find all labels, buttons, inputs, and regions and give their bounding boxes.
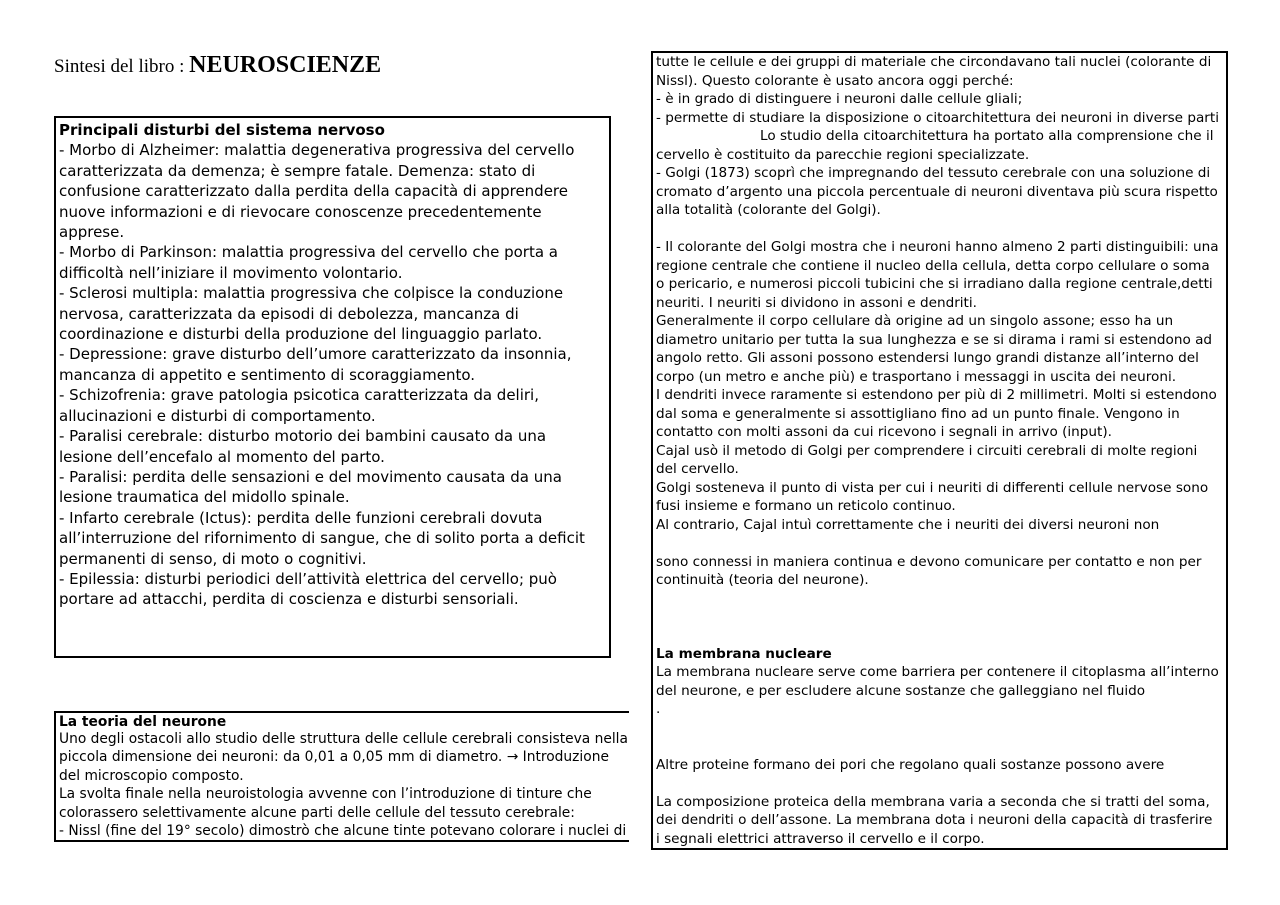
text-line: del cervello. [656, 461, 739, 477]
membrana-heading: La membrana nucleare [656, 645, 832, 662]
text-line: La svolta finale nella neuroistologia avvenne con l’introduzione di tinture che [59, 786, 592, 803]
golgi-text [656, 146, 1223, 220]
text-line: I dendriti invece raramente si estendono per più di 2 millimetri. Molti si estendono [656, 387, 1217, 403]
text-line: - Depressione: grave disturbo dell’umore caratterizzato da insonnia, [59, 345, 572, 364]
text-line: cervello è costituito da parecchie regioni specializzate. [656, 146, 1030, 163]
text-line: La membrana nucleare serve come barriera per contenere il citoplasma all’interno [656, 664, 1219, 680]
disturbi-section [54, 116, 611, 658]
text-line: - Epilessia: disturbi periodici dell’attività elettrica del cervello; può [59, 569, 557, 588]
text-line: del microscopio composto. [59, 767, 244, 784]
text-line: lesione dell’encefalo al momento del parto. [59, 447, 385, 466]
right-column-section [651, 51, 1228, 850]
text-line: Generalmente il corpo cellulare dà origine ad un singolo assone; esso ha un [656, 313, 1174, 329]
text-line: mancanza di appetito e sentimento di scoraggiamento. [59, 365, 476, 384]
text-line: neuriti. I neuriti si dividono in assoni e dendriti. [656, 294, 977, 311]
text-line: - Paralisi cerebrale: disturbo motorio dei bambini causato da una [59, 427, 547, 446]
text-line: - Infarto cerebrale (Ictus): perdita delle funzioni cerebrali dovuta [59, 508, 543, 527]
text-line: permanenti di senso, di moto o cognitivi. [59, 549, 367, 568]
citoarchitettura-line: Lo studio della citoarchitettura ha portato alla comprensione che il [760, 128, 1214, 144]
text-line: - Golgi (1873) scoprì che impregnando del tessuto cerebrale con una soluzione di [656, 165, 1211, 181]
composizione-text [656, 793, 1223, 849]
text-line: continuità (teoria del neurone). [656, 572, 869, 588]
text-line: angolo retto. Gli assoni possono estendersi lungo grandi distanze all’interno del [656, 350, 1199, 366]
text-line: - Il colorante del Golgi mostra che i neuroni hanno almeno 2 parti distinguibili: una [656, 239, 1219, 255]
teoria-neurone-text [656, 553, 1223, 590]
text-line: nuove informazioni e di rievocare conoscenze precedentemente [59, 202, 542, 221]
text-line: nervosa, caratterizzata da episodi di debolezza, mancanza di [59, 304, 519, 323]
text-line: contatto con molti assoni da cui ricevono i segnali in arrivo (input). [656, 424, 1112, 440]
text-line: fusi insieme e formano un reticolo continuo. [656, 498, 956, 514]
teoria-text [59, 730, 626, 840]
text-line: i segnali elettrici attraverso il cervello e il corpo. [656, 830, 985, 847]
text-line: - è in grado di distinguere i neuroni dalle cellule gliali; [656, 91, 1023, 107]
membrana-text [656, 663, 1223, 700]
text-line: Al contrario, Cajal intuì correttamente che i neuriti dei diversi neuroni non [656, 516, 1160, 533]
text-line: - Paralisi: perdita delle sensazioni e del movimento causata da una [59, 467, 562, 486]
text-line: - Schizofrenia: grave patologia psicotica caratterizzata da deliri, [59, 386, 539, 405]
text-line: Cajal usò il metodo di Golgi per comprendere i circuiti cerebrali di molte regioni [656, 442, 1198, 459]
text-line: - permette di studiare la disposizione o citoarchitettura dei neuroni in diverse parti [656, 109, 1220, 126]
text-line: - Morbo di Parkinson: malattia progressiva del cervello che porta a [59, 243, 558, 262]
title-prefix: Sintesi del libro : [54, 56, 190, 77]
text-line: difficoltà nell’iniziare il movimento volontario. [59, 263, 403, 282]
text-line: cromato d’argento una piccola percentuale di neuroni diventava più scura rispetto [656, 183, 1218, 200]
text-line: coordinazione e disturbi della produzione del linguaggio parlato. [59, 325, 543, 344]
teoria-section [54, 711, 629, 842]
disturbi-text [59, 140, 606, 609]
text-line: La composizione proteica della membrana varia a seconda che si tratti del soma, [656, 793, 1210, 810]
teoria-heading: La teoria del neurone [59, 714, 227, 730]
text-line: - Nissl (fine del 19° secolo) dimostrò che alcune tinte potevano colorare i nuclei di [59, 823, 627, 840]
text-line: caratterizzata da demenza; è sempre fatale. Demenza: stato di [59, 161, 536, 180]
text-line: piccola dimensione dei neuroni: da 0,01 a 0,05 mm di diametro. → Introduzione [59, 749, 609, 766]
text-line: all’interruzione del rifornimento di sangue, che di solito porta a deficit [59, 529, 585, 548]
text-line: corpo (un metro e anche più) e trasportano i messaggi in uscita dei neuroni. [656, 368, 1177, 385]
document-title [54, 52, 381, 79]
text-line: sono connessi in maniera continua e devono comunicare per contatto e non per [656, 553, 1202, 570]
text-line: - Sclerosi multipla: malattia progressiva che colpisce la conduzione [59, 284, 564, 303]
proteine-line: Altre proteine formano dei pori che regolano quali sostanze possono avere [656, 756, 1165, 773]
text-line: apprese. [59, 223, 125, 242]
text-line: allucinazioni e disturbi di comportamento. [59, 406, 376, 425]
title-main: NEUROSCIENZE [189, 52, 382, 78]
text-line: regione centrale che contiene il nucleo della cellula, detta corpo cellulare o soma [656, 257, 1210, 274]
text-line: o pericario, e numerosi piccoli tubicini che si irradiano dalla regione centrale,detti [656, 276, 1213, 292]
disturbi-heading: Principali disturbi del sistema nervoso [59, 121, 385, 139]
text-line: Golgi sosteneva il punto di vista per cui i neuriti di differenti cellule nervose sono [656, 479, 1209, 496]
text-line: Uno degli ostacoli allo studio delle struttura delle cellule cerebrali consisteva nella [59, 731, 628, 747]
text-line: - Morbo di Alzheimer: malattia degenerativa progressiva del cervello [59, 141, 575, 160]
text-line: Nissl). Questo colorante è usato ancora oggi perché: [656, 72, 1014, 89]
text-line: alla totalità (colorante del Golgi). [656, 202, 881, 218]
dot-line: . [656, 701, 661, 717]
text-line: diametro unitario per tutta la sua lunghezza e se si dirama i rami si estendono ad [656, 331, 1213, 348]
text-line: del neurone, e per escludere alcune sostanze che galleggiano nel fluido [656, 682, 1146, 699]
text-line: dal soma e generalmente si assottigliano fino ad un punto finale. Vengono in [656, 405, 1180, 422]
neuriti-text [656, 238, 1223, 534]
nissl-text [656, 53, 1223, 127]
text-line: lesione traumatica del midollo spinale. [59, 488, 350, 507]
text-line: portare ad attacchi, perdita di coscienza e disturbi sensoriali. [59, 590, 519, 609]
text-line: tutte le cellule e dei gruppi di materiale che circondavano tali nuclei (colorante di [656, 54, 1212, 70]
text-line: confusione caratterizzato dalla perdita della capacità di apprendere [59, 182, 568, 201]
text-line: colorassero selettivamente alcune parti delle cellule del tessuto cerebrale: [59, 804, 575, 821]
text-line: dei dendriti o dell’assone. La membrana dota i neuroni della capacità di trasferire [656, 812, 1213, 828]
